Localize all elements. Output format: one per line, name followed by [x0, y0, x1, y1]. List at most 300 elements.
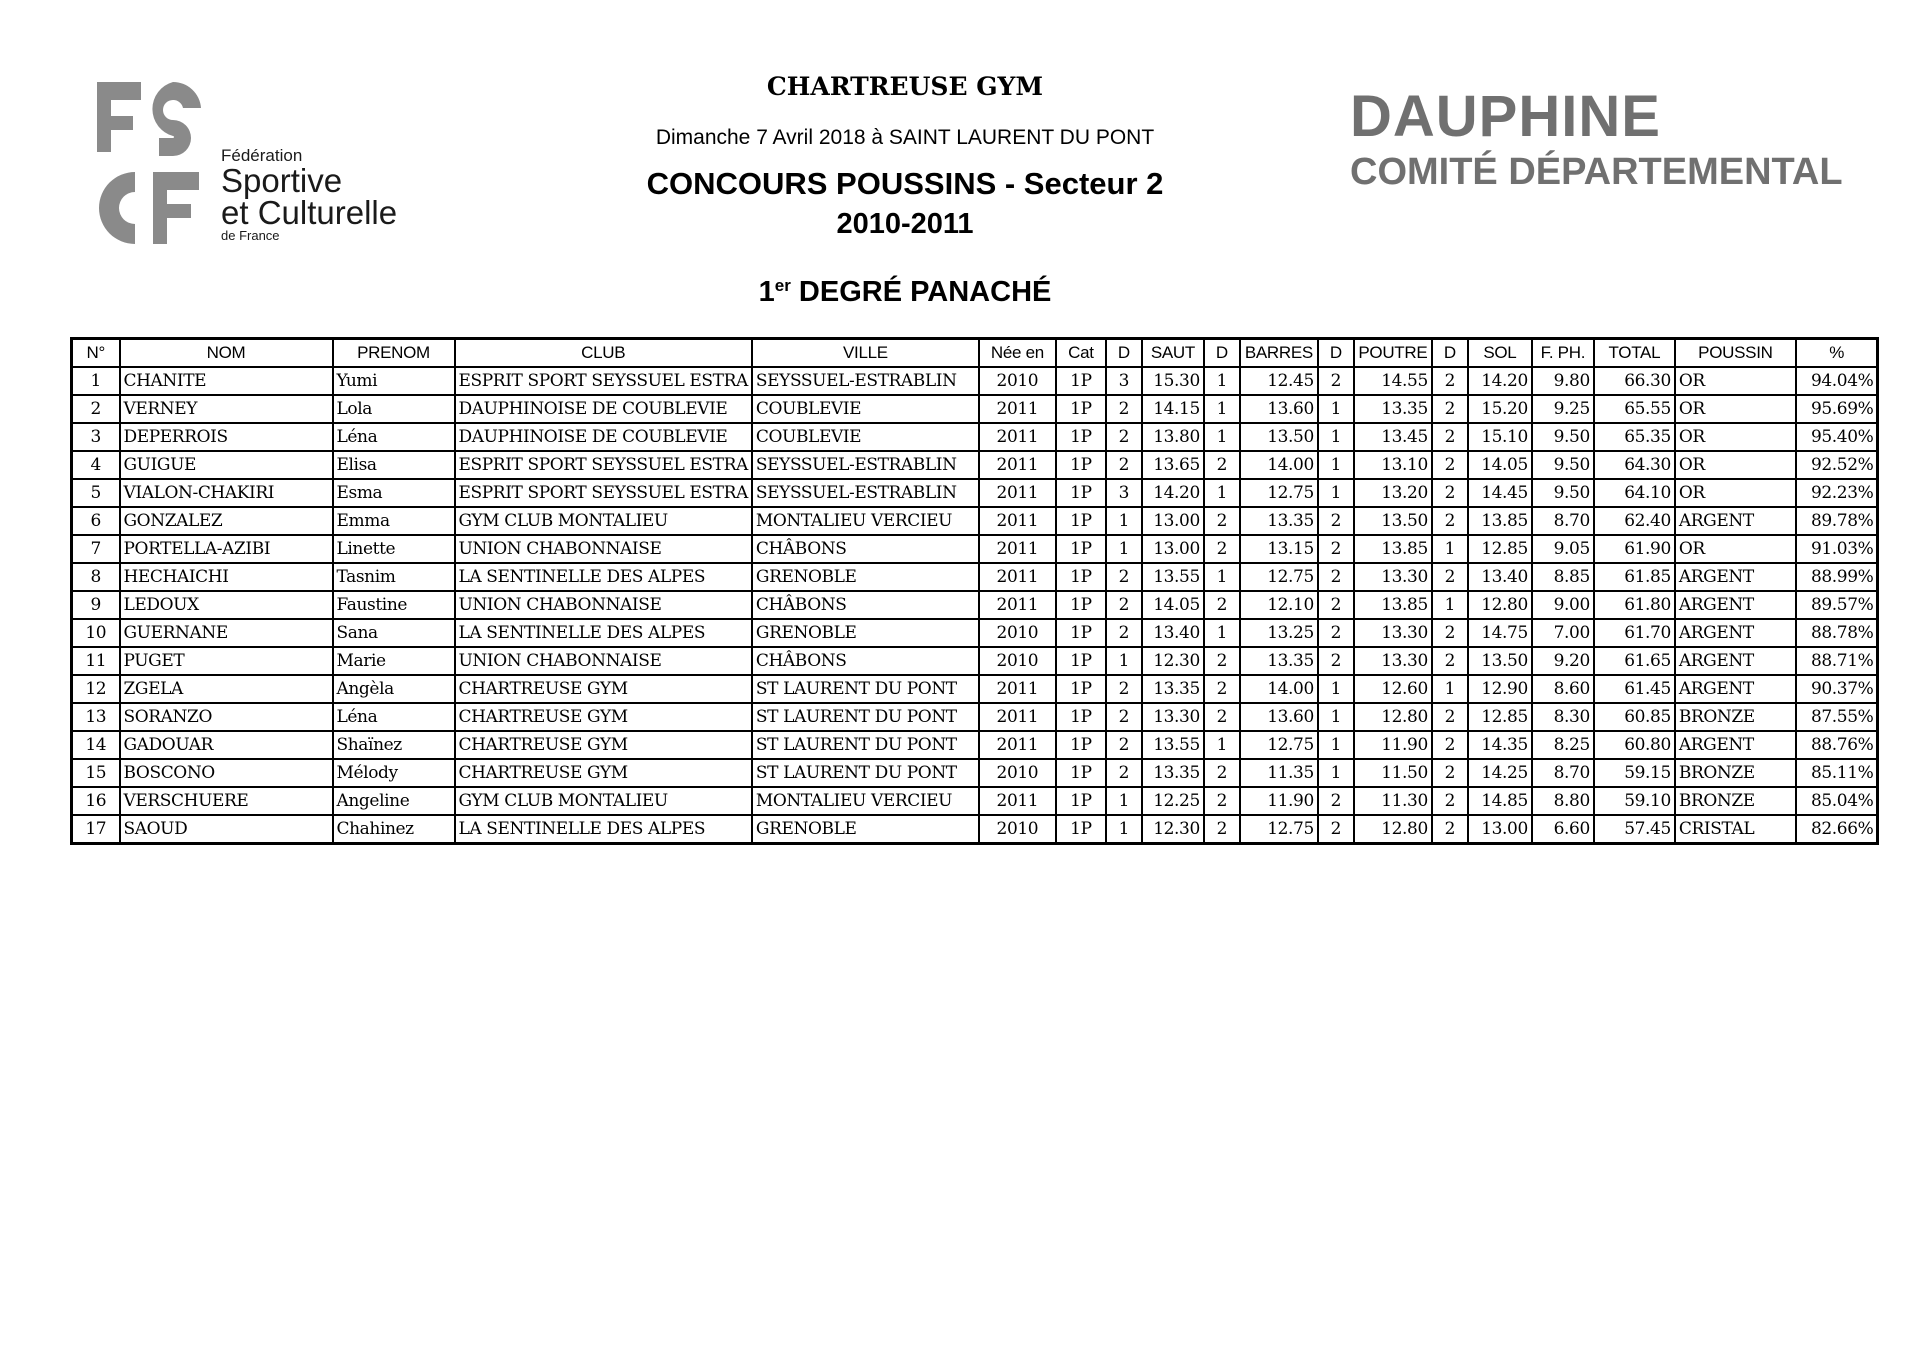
table-cell: 2 — [1204, 815, 1240, 844]
table-cell: 13.00 — [1142, 535, 1204, 563]
table-cell: 17 — [72, 815, 120, 844]
table-cell: 9.05 — [1532, 535, 1594, 563]
table-row — [72, 619, 1878, 647]
table-cell: 2011 — [979, 675, 1056, 703]
table-cell: 2 — [1432, 479, 1468, 507]
table-cell: 2011 — [979, 395, 1056, 423]
table-cell: 95.40% — [1796, 423, 1878, 451]
table-cell: 61.65 — [1594, 647, 1675, 675]
table-cell: 1 — [1318, 423, 1354, 451]
table-cell: 2 — [1432, 703, 1468, 731]
table-cell: BRONZE — [1675, 787, 1796, 815]
table-cell: 2011 — [979, 423, 1056, 451]
table-cell: 62.40 — [1594, 507, 1675, 535]
table-cell: 6 — [72, 507, 120, 535]
table-cell: MONTALIEU VERCIEU — [752, 507, 979, 535]
table-cell: 14.20 — [1468, 367, 1532, 395]
table-cell: 10 — [72, 619, 120, 647]
table-cell: 14 — [72, 731, 120, 759]
table-cell: 14.55 — [1354, 367, 1432, 395]
table-cell: 1 — [1106, 815, 1142, 844]
table-cell: 12.75 — [1240, 479, 1318, 507]
table-cell: 1P — [1056, 367, 1106, 395]
fscf-line-sportive: Sportive — [221, 162, 343, 199]
table-cell: 1 — [1204, 423, 1240, 451]
column-header: POUSSIN — [1675, 339, 1796, 368]
table-cell: 2011 — [979, 591, 1056, 619]
table-cell: 13.35 — [1142, 759, 1204, 787]
table-cell: 13.40 — [1468, 563, 1532, 591]
table-cell: 65.55 — [1594, 395, 1675, 423]
table-cell: GRENOBLE — [752, 815, 979, 844]
table-cell: 1 — [1204, 619, 1240, 647]
table-row — [72, 451, 1878, 479]
table-cell: 13.30 — [1354, 563, 1432, 591]
table-header-row — [72, 339, 1878, 368]
column-header: TOTAL — [1594, 339, 1675, 368]
table-cell: 13.50 — [1354, 507, 1432, 535]
table-cell: 2 — [1204, 591, 1240, 619]
table-cell: 2011 — [979, 507, 1056, 535]
table-cell: 2 — [1106, 759, 1142, 787]
table-cell: OR — [1675, 479, 1796, 507]
table-cell: CHARTREUSE GYM — [455, 731, 752, 759]
table-cell: 1 — [1318, 479, 1354, 507]
table-cell: 12.75 — [1240, 563, 1318, 591]
table-cell: CHARTREUSE GYM — [455, 675, 752, 703]
table-cell: Mélody — [333, 759, 455, 787]
table-cell: 2 — [1204, 535, 1240, 563]
table-cell: Marie — [333, 647, 455, 675]
table-cell: 11.90 — [1354, 731, 1432, 759]
table-cell: 12.75 — [1240, 815, 1318, 844]
table-cell: 2 — [1318, 591, 1354, 619]
table-cell: SEYSSUEL-ESTRABLIN — [752, 479, 979, 507]
table-row — [72, 535, 1878, 563]
results-table — [70, 337, 1879, 845]
table-cell: 9 — [72, 591, 120, 619]
column-header: SAUT — [1142, 339, 1204, 368]
table-cell: 2011 — [979, 451, 1056, 479]
table-cell: 2 — [1106, 395, 1142, 423]
table-cell: 3 — [72, 423, 120, 451]
table-cell: 12.10 — [1240, 591, 1318, 619]
table-cell: 1 — [1204, 367, 1240, 395]
table-cell: 2011 — [979, 535, 1056, 563]
column-header: BARRES — [1240, 339, 1318, 368]
table-cell: 12.30 — [1142, 647, 1204, 675]
table-cell: 1P — [1056, 647, 1106, 675]
table-cell: 14.00 — [1240, 675, 1318, 703]
table-cell: 14.35 — [1468, 731, 1532, 759]
table-cell: DAUPHINOISE DE COUBLEVIE — [455, 423, 752, 451]
column-header: D — [1106, 339, 1142, 368]
level-number: 1 — [758, 276, 775, 308]
table-cell: HECHAICHI — [120, 563, 333, 591]
table-cell: 88.71% — [1796, 647, 1878, 675]
table-cell: 4 — [72, 451, 120, 479]
table-cell: 57.45 — [1594, 815, 1675, 844]
table-cell: 2 — [1204, 451, 1240, 479]
table-cell: GUIGUE — [120, 451, 333, 479]
table-cell: 13.55 — [1142, 731, 1204, 759]
table-cell: 2010 — [979, 815, 1056, 844]
table-cell: 1 — [72, 367, 120, 395]
table-cell: 16 — [72, 787, 120, 815]
table-cell: 14.05 — [1468, 451, 1532, 479]
table-cell: 85.04% — [1796, 787, 1878, 815]
table-cell: CHÂBONS — [752, 647, 979, 675]
table-cell: 13.35 — [1142, 675, 1204, 703]
table-cell: 88.99% — [1796, 563, 1878, 591]
table-cell: Elisa — [333, 451, 455, 479]
table-cell: 1 — [1204, 731, 1240, 759]
column-header: Née en — [979, 339, 1056, 368]
table-cell: 65.35 — [1594, 423, 1675, 451]
table-cell: 13.30 — [1354, 619, 1432, 647]
table-cell: 1 — [1432, 675, 1468, 703]
table-cell: 14.25 — [1468, 759, 1532, 787]
table-row — [72, 479, 1878, 507]
table-cell: 64.10 — [1594, 479, 1675, 507]
table-cell: 12.30 — [1142, 815, 1204, 844]
table-cell: 2 — [1432, 759, 1468, 787]
table-cell: GUERNANE — [120, 619, 333, 647]
table-cell: 14.85 — [1468, 787, 1532, 815]
table-cell: SEYSSUEL-ESTRABLIN — [752, 451, 979, 479]
table-cell: 1P — [1056, 423, 1106, 451]
competition-title: CONCOURS POUSSINS - Secteur 2 — [646, 166, 1164, 201]
table-cell: 13.60 — [1240, 703, 1318, 731]
table-cell: 87.55% — [1796, 703, 1878, 731]
table-cell: 2 — [1204, 787, 1240, 815]
table-cell: 2011 — [979, 703, 1056, 731]
column-header: PRENOM — [333, 339, 455, 368]
table-cell: SORANZO — [120, 703, 333, 731]
table-cell: 61.70 — [1594, 619, 1675, 647]
table-row — [72, 367, 1878, 395]
table-cell: 13.15 — [1240, 535, 1318, 563]
table-cell: 95.69% — [1796, 395, 1878, 423]
table-cell: BRONZE — [1675, 759, 1796, 787]
table-cell: 11.90 — [1240, 787, 1318, 815]
table-cell: 13.00 — [1142, 507, 1204, 535]
table-cell: Chahinez — [333, 815, 455, 844]
club-heading: CHARTREUSE GYM — [766, 72, 1044, 101]
table-cell: 2 — [1432, 395, 1468, 423]
table-cell: 2 — [1106, 703, 1142, 731]
table-cell: Léna — [333, 423, 455, 451]
table-cell: GADOUAR — [120, 731, 333, 759]
table-cell: ARGENT — [1675, 563, 1796, 591]
table-cell: 9.50 — [1532, 451, 1594, 479]
table-cell: OR — [1675, 367, 1796, 395]
table-cell: 2 — [1204, 703, 1240, 731]
table-cell: 2 — [1432, 619, 1468, 647]
table-cell: 59.15 — [1594, 759, 1675, 787]
table-cell: PUGET — [120, 647, 333, 675]
table-cell: 1 — [1318, 675, 1354, 703]
table-cell: 2 — [1432, 423, 1468, 451]
table-cell: 13.35 — [1240, 507, 1318, 535]
table-cell: OR — [1675, 395, 1796, 423]
table-cell: 61.85 — [1594, 563, 1675, 591]
table-cell: 2 — [1432, 563, 1468, 591]
table-cell: Angeline — [333, 787, 455, 815]
table-cell: CHÂBONS — [752, 591, 979, 619]
table-cell: 14.05 — [1142, 591, 1204, 619]
table-cell: 1P — [1056, 451, 1106, 479]
table-cell: 2011 — [979, 563, 1056, 591]
table-cell: UNION CHABONNAISE — [455, 591, 752, 619]
table-cell: ARGENT — [1675, 507, 1796, 535]
table-cell: 1 — [1318, 451, 1354, 479]
table-cell: 15.20 — [1468, 395, 1532, 423]
table-cell: Linette — [333, 535, 455, 563]
table-cell: 13.25 — [1240, 619, 1318, 647]
table-cell: 13.80 — [1142, 423, 1204, 451]
table-body — [72, 367, 1878, 844]
table-cell: 8 — [72, 563, 120, 591]
event-date: Dimanche 7 Avril 2018 à SAINT LAURENT DU PONT — [655, 126, 1155, 149]
table-cell: GRENOBLE — [752, 619, 979, 647]
table-cell: 2 — [1106, 563, 1142, 591]
table-cell: 1P — [1056, 507, 1106, 535]
table-cell: 7.00 — [1532, 619, 1594, 647]
table-row — [72, 507, 1878, 535]
table-cell: 1P — [1056, 703, 1106, 731]
table-cell: 1P — [1056, 563, 1106, 591]
table-cell: COUBLEVIE — [752, 395, 979, 423]
table-cell: 2 — [1106, 731, 1142, 759]
table-cell: 1 — [1318, 703, 1354, 731]
table-cell: 8.30 — [1532, 703, 1594, 731]
table-cell: 14.15 — [1142, 395, 1204, 423]
table-cell: 1P — [1056, 479, 1106, 507]
table-cell: 92.23% — [1796, 479, 1878, 507]
table-cell: 2011 — [979, 787, 1056, 815]
table-cell: ARGENT — [1675, 675, 1796, 703]
table-cell: ST LAURENT DU PONT — [752, 675, 979, 703]
table-cell: Esma — [333, 479, 455, 507]
column-header: SOL — [1468, 339, 1532, 368]
table-cell: 2 — [1318, 647, 1354, 675]
table-cell: 2010 — [979, 367, 1056, 395]
table-cell: UNION CHABONNAISE — [455, 535, 752, 563]
table-cell: 2 — [1106, 451, 1142, 479]
table-cell: 1 — [1106, 647, 1142, 675]
table-cell: 2011 — [979, 479, 1056, 507]
table-row — [72, 759, 1878, 787]
table-cell: 12.25 — [1142, 787, 1204, 815]
column-header: N° — [72, 339, 120, 368]
table-cell: 8.70 — [1532, 759, 1594, 787]
table-cell: LA SENTINELLE DES ALPES — [455, 815, 752, 844]
table-cell: ST LAURENT DU PONT — [752, 731, 979, 759]
table-cell: 2010 — [979, 647, 1056, 675]
table-cell: UNION CHABONNAISE — [455, 647, 752, 675]
table-cell: 2 — [1106, 591, 1142, 619]
table-cell: BRONZE — [1675, 703, 1796, 731]
table-cell: 2 — [1106, 423, 1142, 451]
table-cell: 2 — [1432, 731, 1468, 759]
table-cell: 12 — [72, 675, 120, 703]
table-cell: 12.90 — [1468, 675, 1532, 703]
table-cell: PORTELLA-AZIBI — [120, 535, 333, 563]
table-cell: ARGENT — [1675, 647, 1796, 675]
table-cell: 13.35 — [1240, 647, 1318, 675]
table-cell: 2010 — [979, 619, 1056, 647]
column-header: Cat — [1056, 339, 1106, 368]
table-cell: 66.30 — [1594, 367, 1675, 395]
table-cell: 89.78% — [1796, 507, 1878, 535]
table-cell: 1P — [1056, 395, 1106, 423]
column-header: D — [1204, 339, 1240, 368]
table-cell: 9.80 — [1532, 367, 1594, 395]
table-cell: 1 — [1106, 787, 1142, 815]
table-cell: 61.45 — [1594, 675, 1675, 703]
table-cell: SEYSSUEL-ESTRABLIN — [752, 367, 979, 395]
table-cell: Shaïnez — [333, 731, 455, 759]
fscf-line-culturelle: et Culturelle — [221, 194, 398, 231]
table-cell: LA SENTINELLE DES ALPES — [455, 619, 752, 647]
table-cell: 1 — [1204, 563, 1240, 591]
table-cell: 1 — [1106, 535, 1142, 563]
table-cell: Emma — [333, 507, 455, 535]
column-header: D — [1432, 339, 1468, 368]
table-cell: 2 — [1318, 367, 1354, 395]
table-cell: VERSCHUERE — [120, 787, 333, 815]
table-cell: 9.50 — [1532, 423, 1594, 451]
table-cell: Léna — [333, 703, 455, 731]
table-cell: 13.20 — [1354, 479, 1432, 507]
table-cell: 90.37% — [1796, 675, 1878, 703]
table-cell: CHARTREUSE GYM — [455, 703, 752, 731]
table-cell: 13.85 — [1354, 591, 1432, 619]
table-cell: DEPERROIS — [120, 423, 333, 451]
table-cell: 2 — [1432, 815, 1468, 844]
table-cell: 1P — [1056, 675, 1106, 703]
table-cell: 2 — [1432, 367, 1468, 395]
column-header: NOM — [120, 339, 333, 368]
table-cell: 2 — [1204, 675, 1240, 703]
table-cell: ST LAURENT DU PONT — [752, 703, 979, 731]
level-superscript: er — [774, 276, 791, 295]
table-cell: 12.75 — [1240, 731, 1318, 759]
table-cell: CHÂBONS — [752, 535, 979, 563]
table-cell: 7 — [72, 535, 120, 563]
table-cell: 13 — [72, 703, 120, 731]
table-cell: 61.80 — [1594, 591, 1675, 619]
table-cell: ESPRIT SPORT SEYSSUEL ESTRA — [455, 451, 752, 479]
table-cell: 9.20 — [1532, 647, 1594, 675]
table-cell: OR — [1675, 535, 1796, 563]
column-header: POUTRE — [1354, 339, 1432, 368]
table-cell: COUBLEVIE — [752, 423, 979, 451]
table-cell: 1 — [1432, 591, 1468, 619]
table-cell: 13.45 — [1354, 423, 1432, 451]
table-cell: 2 — [1106, 675, 1142, 703]
table-cell: 8.80 — [1532, 787, 1594, 815]
table-cell: 6.60 — [1532, 815, 1594, 844]
table-cell: 8.25 — [1532, 731, 1594, 759]
table-cell: 14.00 — [1240, 451, 1318, 479]
table-cell: 61.90 — [1594, 535, 1675, 563]
table-cell: 11.30 — [1354, 787, 1432, 815]
table-cell: 1 — [1204, 395, 1240, 423]
column-header: F. PH. — [1532, 339, 1594, 368]
table-cell: 13.00 — [1468, 815, 1532, 844]
table-cell: 13.60 — [1240, 395, 1318, 423]
table-cell: 5 — [72, 479, 120, 507]
table-cell: VIALON-CHAKIRI — [120, 479, 333, 507]
table-cell: 13.10 — [1354, 451, 1432, 479]
table-cell: Faustine — [333, 591, 455, 619]
table-cell: LA SENTINELLE DES ALPES — [455, 563, 752, 591]
table-cell: 1P — [1056, 535, 1106, 563]
table-cell: 2 — [72, 395, 120, 423]
table-cell: ARGENT — [1675, 619, 1796, 647]
table-cell: 13.85 — [1354, 535, 1432, 563]
table-cell: CRISTAL — [1675, 815, 1796, 844]
table-cell: LEDOUX — [120, 591, 333, 619]
table-row — [72, 703, 1878, 731]
table-cell: 9.25 — [1532, 395, 1594, 423]
table-cell: 3 — [1106, 367, 1142, 395]
table-cell: 11.50 — [1354, 759, 1432, 787]
fscf-line-france: de France — [221, 228, 280, 243]
table-cell: 9.00 — [1532, 591, 1594, 619]
table-cell: 14.45 — [1468, 479, 1532, 507]
table-cell: 2 — [1106, 619, 1142, 647]
table-row — [72, 423, 1878, 451]
table-cell: 13.50 — [1468, 647, 1532, 675]
table-cell: 12.45 — [1240, 367, 1318, 395]
table-cell: OR — [1675, 451, 1796, 479]
level-text: DEGRÉ PANACHÉ — [790, 276, 1052, 308]
table-cell: 2 — [1318, 619, 1354, 647]
table-cell: 1 — [1318, 731, 1354, 759]
table-cell: 59.10 — [1594, 787, 1675, 815]
table-cell: 13.85 — [1468, 507, 1532, 535]
table-cell: Tasnim — [333, 563, 455, 591]
table-row — [72, 647, 1878, 675]
table-cell: 13.55 — [1142, 563, 1204, 591]
table-cell: 2 — [1432, 507, 1468, 535]
table-cell: 12.60 — [1354, 675, 1432, 703]
table-cell: Angèla — [333, 675, 455, 703]
competition-years: 2010-2011 — [836, 208, 974, 240]
table-cell: 1P — [1056, 591, 1106, 619]
table-cell: 1 — [1204, 479, 1240, 507]
table-cell: CHARTREUSE GYM — [455, 759, 752, 787]
table-cell: 12.85 — [1468, 703, 1532, 731]
table-cell: 2 — [1318, 507, 1354, 535]
table-cell: 13.40 — [1142, 619, 1204, 647]
table-row — [72, 787, 1878, 815]
table-cell: 13.65 — [1142, 451, 1204, 479]
table-cell: 14.20 — [1142, 479, 1204, 507]
table-cell: 2010 — [979, 759, 1056, 787]
table-cell: ARGENT — [1675, 731, 1796, 759]
table-cell: 60.80 — [1594, 731, 1675, 759]
table-cell: ZGELA — [120, 675, 333, 703]
table-cell: 13.35 — [1354, 395, 1432, 423]
table-cell: 2 — [1318, 787, 1354, 815]
table-cell: 1P — [1056, 619, 1106, 647]
table-cell: 2 — [1318, 535, 1354, 563]
table-cell: 13.50 — [1240, 423, 1318, 451]
